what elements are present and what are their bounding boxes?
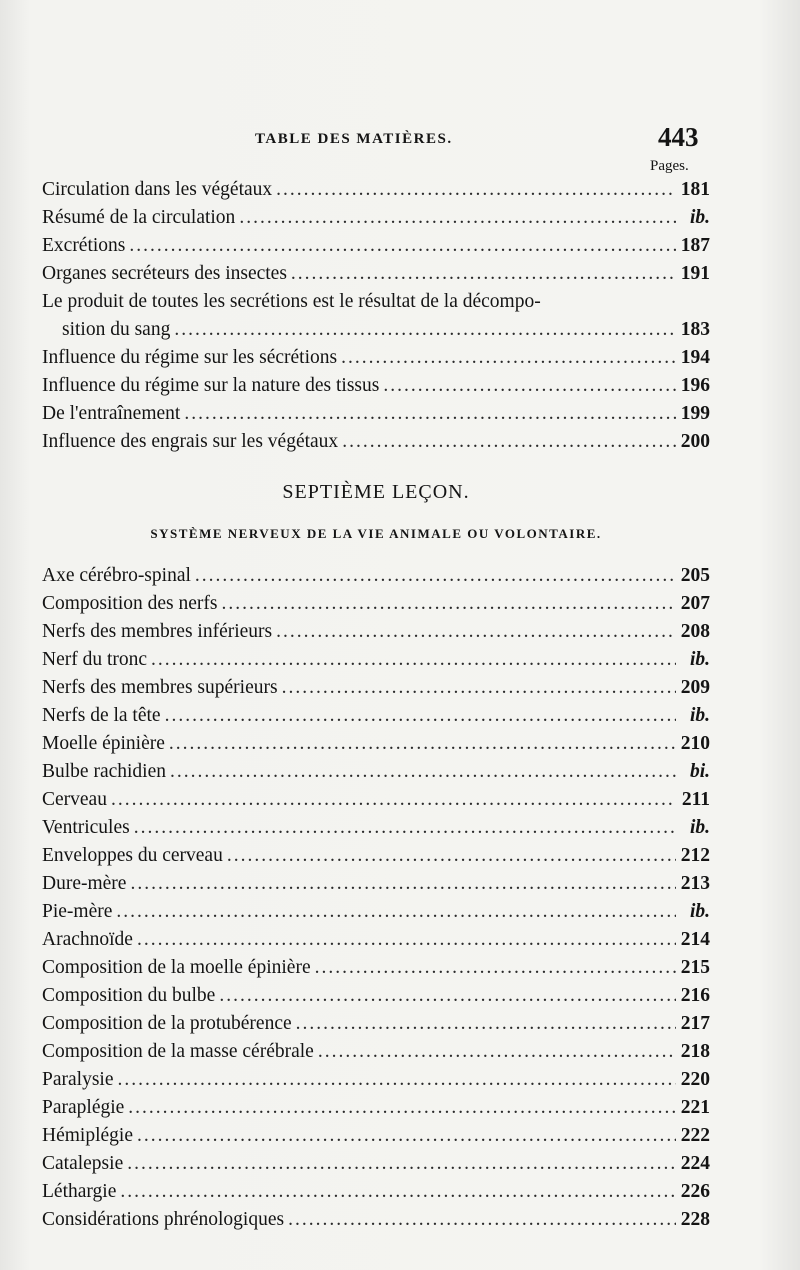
toc-entry-page: 191 bbox=[680, 263, 710, 284]
leader-dots bbox=[342, 428, 676, 456]
leader-dots bbox=[120, 1178, 676, 1206]
leader-dots bbox=[341, 344, 676, 372]
leader-dots bbox=[288, 1206, 676, 1234]
toc-entry-title: Enveloppes du cerveau bbox=[42, 845, 223, 866]
toc-entry-page: 215 bbox=[680, 957, 710, 978]
toc-entry-page: 211 bbox=[681, 789, 710, 810]
toc-entry-page: 222 bbox=[680, 1125, 710, 1146]
toc-entry bbox=[42, 758, 710, 786]
toc-entry bbox=[42, 646, 710, 674]
toc-entry-title: Cerveau bbox=[42, 789, 107, 810]
leader-dots bbox=[315, 954, 676, 982]
toc-entry-page: 218 bbox=[680, 1041, 710, 1062]
toc-entry-page: 207 bbox=[680, 593, 710, 614]
toc-entry-page: 187 bbox=[680, 235, 710, 256]
leader-dots bbox=[383, 372, 676, 400]
toc-entry-title: Composition de la protubérence bbox=[42, 1013, 292, 1034]
toc-entry-page: 217 bbox=[680, 1013, 710, 1034]
toc-entry-title: De l'entraînement bbox=[42, 403, 181, 424]
toc-entry-page: 194 bbox=[680, 347, 710, 368]
toc-entry-page: ib. bbox=[689, 207, 710, 228]
toc-entry-title: Pie-mère bbox=[42, 901, 113, 922]
toc-entry-page: 214 bbox=[680, 929, 710, 950]
toc-entry-page: ib. bbox=[689, 705, 710, 726]
toc-entry bbox=[42, 590, 710, 618]
leader-dots bbox=[174, 316, 676, 344]
toc-entry bbox=[42, 898, 710, 926]
toc-entry bbox=[42, 1094, 710, 1122]
leader-dots bbox=[129, 232, 676, 260]
toc-entry-continuation bbox=[42, 316, 710, 344]
toc-entry bbox=[42, 982, 710, 1010]
toc-entry bbox=[42, 372, 710, 400]
toc-entry-page: ib. bbox=[689, 901, 710, 922]
toc-entry bbox=[42, 344, 710, 372]
section-subtitle: SYSTÈME NERVEUX DE LA VIE ANIMALE OU VOLONTAIRE. bbox=[150, 526, 602, 541]
leader-dots bbox=[276, 618, 676, 646]
toc-entry bbox=[42, 562, 710, 590]
leader-dots bbox=[219, 982, 676, 1010]
toc-entry-title: Bulbe rachidien bbox=[42, 761, 166, 782]
leader-dots bbox=[127, 1150, 676, 1178]
leader-dots bbox=[165, 702, 676, 730]
leader-dots bbox=[111, 786, 676, 814]
toc-entry-page: 221 bbox=[680, 1097, 710, 1118]
toc-entry-page: 216 bbox=[680, 985, 710, 1006]
toc-entry-title: Léthargie bbox=[42, 1181, 117, 1202]
toc-entry bbox=[42, 1122, 710, 1150]
toc-entry bbox=[42, 842, 710, 870]
toc-entry-title: Dure-mère bbox=[42, 873, 127, 894]
toc-entry-page: 228 bbox=[680, 1209, 710, 1230]
toc-entry bbox=[42, 702, 710, 730]
toc-entry bbox=[42, 232, 710, 260]
toc-entry-title: Moelle épinière bbox=[42, 733, 165, 754]
toc-entry-title: Ventricules bbox=[42, 817, 130, 838]
toc-entry-title: Considérations phrénologiques bbox=[42, 1209, 285, 1230]
toc-entry-page: 208 bbox=[680, 621, 710, 642]
section-title: SEPTIÈME LEÇON. bbox=[282, 481, 470, 503]
toc-entry-page: 210 bbox=[680, 733, 710, 754]
toc-entry bbox=[42, 814, 710, 842]
toc-entry-title: Nerf du tronc bbox=[42, 649, 148, 670]
leader-dots bbox=[296, 1010, 676, 1038]
leader-dots bbox=[116, 898, 676, 926]
toc-entry-title: Influence du régime sur les sécrétions bbox=[42, 347, 338, 368]
toc-entry bbox=[42, 288, 710, 316]
toc-entry bbox=[42, 1178, 710, 1206]
toc-entry bbox=[42, 1150, 710, 1178]
toc-entry-title: Arachnoïde bbox=[42, 929, 133, 950]
leader-dots bbox=[151, 646, 676, 674]
leader-dots bbox=[134, 814, 676, 842]
leader-dots bbox=[117, 1066, 676, 1094]
toc-entry-title: Catalepsie bbox=[42, 1153, 124, 1174]
toc-entry bbox=[42, 176, 710, 204]
leader-dots bbox=[170, 758, 676, 786]
leader-dots bbox=[227, 842, 676, 870]
leader-dots bbox=[137, 1122, 676, 1150]
toc-entry bbox=[42, 674, 710, 702]
toc-entry-page: 183 bbox=[680, 319, 710, 340]
toc-entry bbox=[42, 204, 710, 232]
running-title: TABLE DES MATIÈRES. bbox=[255, 131, 453, 147]
toc-entry-title: Nerfs de la tête bbox=[42, 705, 161, 726]
page-header bbox=[40, 122, 705, 158]
toc-entry-title: Influence des engrais sur les végétaux bbox=[42, 431, 339, 452]
toc-entry bbox=[42, 428, 710, 456]
toc-entry-title: Nerfs des membres supérieurs bbox=[42, 677, 278, 698]
toc-entry-page: 220 bbox=[680, 1069, 710, 1090]
toc-entry-page: 199 bbox=[680, 403, 710, 424]
toc-entry-title: Nerfs des membres inférieurs bbox=[42, 621, 273, 642]
toc-entry-title: Composition de la masse cérébrale bbox=[42, 1041, 314, 1062]
toc-entry bbox=[42, 400, 710, 428]
leader-dots bbox=[137, 926, 676, 954]
toc-entry bbox=[42, 954, 710, 982]
toc-entry-page: 226 bbox=[680, 1181, 710, 1202]
leader-dots bbox=[130, 870, 676, 898]
toc-entry bbox=[42, 730, 710, 758]
leader-dots bbox=[282, 674, 676, 702]
toc-entry bbox=[42, 926, 710, 954]
leader-dots bbox=[239, 204, 676, 232]
toc-entry bbox=[42, 786, 710, 814]
toc-entry-page: ib. bbox=[689, 817, 710, 838]
toc-entry-page: 224 bbox=[680, 1153, 710, 1174]
toc-entry-page: ib. bbox=[689, 649, 710, 670]
leader-dots bbox=[128, 1094, 676, 1122]
toc-entry-page: 196 bbox=[680, 375, 710, 396]
leader-dots bbox=[169, 730, 676, 758]
leader-dots bbox=[222, 590, 677, 618]
leader-dots bbox=[291, 260, 676, 288]
toc-entry-title: Excrétions bbox=[42, 235, 126, 256]
toc-entry-title: Organes secréteurs des insectes bbox=[42, 263, 287, 284]
leader-dots bbox=[195, 562, 676, 590]
toc-entry-page: 200 bbox=[680, 431, 710, 452]
toc-entry bbox=[42, 1206, 710, 1234]
toc-entry-title: Paraplégie bbox=[42, 1097, 125, 1118]
toc-entry-title: Axe cérébro-spinal bbox=[42, 565, 191, 586]
toc-entry-title: Composition de la moelle épinière bbox=[42, 957, 311, 978]
toc-entry-page: 212 bbox=[680, 845, 710, 866]
toc-entry-title: Composition des nerfs bbox=[42, 593, 218, 614]
toc-entry-title: Le produit de toutes les secrétions est le résultat de la décompo- bbox=[42, 291, 541, 312]
toc-entry bbox=[42, 260, 710, 288]
toc-entry-page: 209 bbox=[680, 677, 710, 698]
toc-entry-title: Circulation dans les végétaux bbox=[42, 179, 273, 200]
page-number: 443 bbox=[658, 122, 699, 152]
toc-entry-title: Paralysie bbox=[42, 1069, 114, 1090]
toc-entry-title: sition du sang bbox=[62, 319, 171, 340]
leader-dots bbox=[318, 1038, 676, 1066]
toc-entry bbox=[42, 1038, 710, 1066]
toc-entry-title: Résumé de la circulation bbox=[42, 207, 236, 228]
toc-entry bbox=[42, 870, 710, 898]
leader-dots bbox=[184, 400, 676, 428]
toc-entry-page: bi. bbox=[689, 761, 710, 782]
toc-entry-page: 205 bbox=[680, 565, 710, 586]
toc-entry-title: Influence du régime sur la nature des tissus bbox=[42, 375, 380, 396]
toc-entry bbox=[42, 1010, 710, 1038]
leader-dots bbox=[276, 176, 676, 204]
pages-column-label: Pages. bbox=[650, 158, 689, 174]
toc-entry bbox=[42, 618, 710, 646]
toc-entry-title: Hémiplégie bbox=[42, 1125, 133, 1146]
toc-entry-page: 213 bbox=[680, 873, 710, 894]
toc-entry bbox=[42, 1066, 710, 1094]
toc-entry-page: 181 bbox=[680, 179, 710, 200]
toc-entry-title: Composition du bulbe bbox=[42, 985, 216, 1006]
